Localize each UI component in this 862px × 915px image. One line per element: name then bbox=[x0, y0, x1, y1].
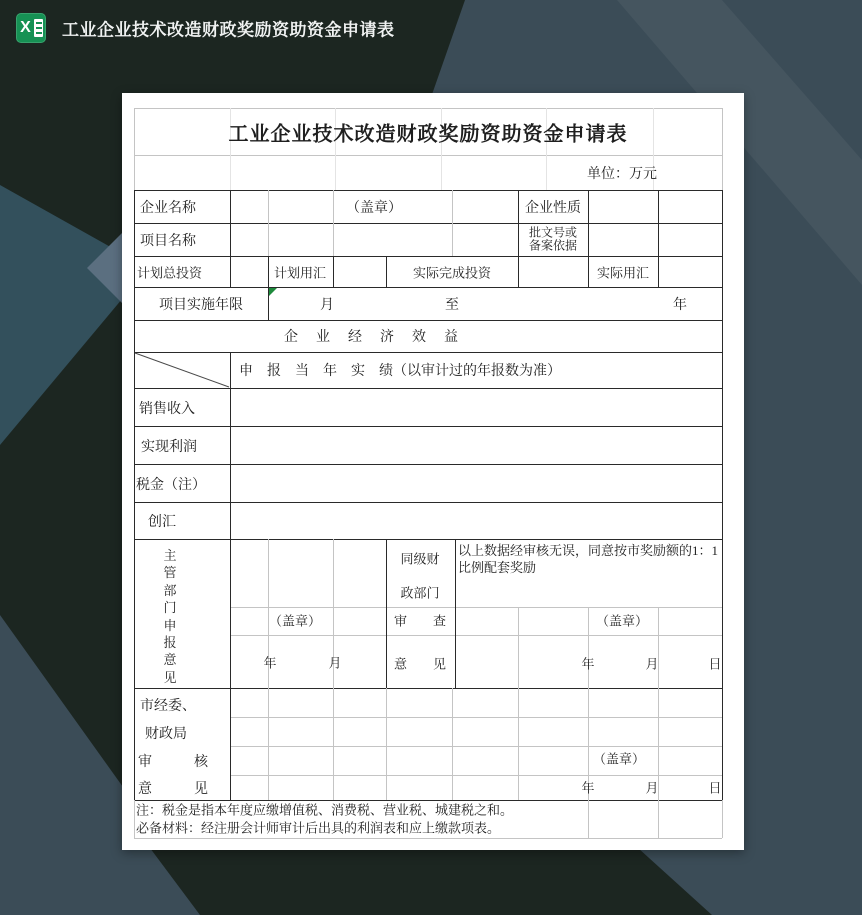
grid-line bbox=[518, 607, 519, 688]
note-line2: 必备材料：经注册会计师审计后出具的利润表和应上缴款项表。 bbox=[136, 820, 501, 836]
grid-line bbox=[658, 607, 659, 688]
grid-line bbox=[230, 352, 231, 800]
form-title: 工业企业技术改造财政奖励资助资金申请表 bbox=[228, 123, 628, 146]
grid-line bbox=[455, 539, 456, 688]
actual-total-label: 实际完成投资 bbox=[412, 265, 492, 281]
row-label-sales: 销售收入 bbox=[139, 402, 195, 417]
grid-line bbox=[230, 717, 722, 718]
grid-line bbox=[452, 688, 453, 800]
finance-month: 月 bbox=[645, 656, 659, 672]
grid-line bbox=[134, 190, 722, 191]
finance-col-line4: 意 见 bbox=[393, 656, 447, 672]
finance-approval-text: 以上数据经审核无误，同意按市奖励额的1：1比例配套奖励 bbox=[458, 543, 719, 575]
note-line1: 注：税金是指本年度应缴增值税、消费税、营业税、城建税之和。 bbox=[136, 802, 514, 818]
grid-line bbox=[722, 190, 723, 800]
grid-line bbox=[134, 539, 722, 540]
grid-line bbox=[386, 256, 387, 287]
duration-label: 项目实施年限 bbox=[159, 298, 243, 313]
actual-forex-label: 实际用汇 bbox=[596, 265, 650, 281]
grid-line bbox=[230, 635, 722, 636]
city-label-line4: 意 见 bbox=[138, 782, 208, 797]
dept-seal: （盖章） bbox=[268, 613, 322, 629]
grid-line bbox=[588, 800, 589, 838]
planned-forex-label: 计划用汇 bbox=[273, 265, 327, 281]
grid-line bbox=[134, 688, 722, 689]
company-name-label: 企业名称 bbox=[140, 201, 196, 216]
benefit-subheader: 申 报 当 年 实 绩（以审计过的年报数为准） bbox=[239, 364, 561, 379]
city-label-line2: 财政局 bbox=[145, 727, 187, 742]
grid-line bbox=[268, 688, 269, 800]
duration-month: 月 bbox=[320, 298, 334, 313]
approval-ref-line2: 备案依据 bbox=[528, 238, 578, 253]
duration-to: 至 bbox=[445, 298, 459, 313]
dept-month: 月 bbox=[328, 655, 342, 671]
grid-line bbox=[134, 155, 722, 156]
row-label-forex: 创汇 bbox=[148, 515, 176, 530]
grid-line bbox=[386, 539, 387, 688]
grid-line bbox=[230, 607, 722, 608]
grid-line bbox=[722, 108, 723, 190]
planned-total-label: 计划总投资 bbox=[137, 265, 203, 281]
grid-line bbox=[386, 688, 387, 800]
project-name-label: 项目名称 bbox=[140, 234, 196, 249]
comment-marker-icon bbox=[269, 288, 277, 296]
grid-line bbox=[333, 688, 334, 800]
row-label-profit: 实现利润 bbox=[141, 440, 197, 455]
grid-line bbox=[588, 607, 589, 688]
finance-year: 年 bbox=[581, 656, 595, 672]
grid-line bbox=[134, 464, 722, 465]
grid-line bbox=[588, 190, 589, 287]
city-year: 年 bbox=[581, 780, 595, 796]
city-day: 日 bbox=[708, 780, 722, 796]
grid-line bbox=[230, 190, 231, 287]
finance-col-line3: 审 查 bbox=[393, 613, 447, 629]
window-title: 工业企业技术改造财政奖励资助资金申请表 bbox=[62, 20, 395, 40]
grid-line bbox=[134, 256, 722, 257]
grid-line bbox=[134, 287, 722, 288]
dept-year: 年 bbox=[263, 655, 277, 671]
grid-line bbox=[134, 838, 722, 839]
unit-label: 单位：万元 bbox=[587, 167, 657, 182]
grid-line bbox=[134, 108, 135, 190]
finance-seal: （盖章） bbox=[595, 613, 649, 629]
grid-line bbox=[230, 746, 722, 747]
city-seal: （盖章） bbox=[592, 751, 646, 767]
excel-icon-doc bbox=[34, 19, 43, 37]
company-type-label: 企业性质 bbox=[525, 201, 581, 216]
grid-line bbox=[134, 223, 722, 224]
grid-line bbox=[134, 388, 722, 389]
city-month: 月 bbox=[645, 780, 659, 796]
spreadsheet-form[interactable] bbox=[122, 93, 744, 850]
grid-line bbox=[268, 190, 269, 256]
grid-line bbox=[134, 108, 722, 109]
excel-icon bbox=[16, 13, 46, 43]
city-label-line1: 市经委、 bbox=[140, 699, 196, 714]
grid-line bbox=[518, 688, 519, 800]
duration-year: 年 bbox=[673, 298, 687, 313]
seal-hint: （盖章） bbox=[346, 201, 402, 216]
approval-ref-line1: 批文号或 bbox=[528, 225, 578, 240]
window-header bbox=[0, 0, 862, 56]
excel-icon-x: X bbox=[20, 19, 31, 36]
grid-line bbox=[134, 800, 135, 838]
grid-line bbox=[230, 775, 722, 776]
grid-line bbox=[658, 190, 659, 287]
benefit-header: 企 业 经 济 效 益 bbox=[284, 330, 460, 345]
dept-section-label: 主管部门申报意见 bbox=[163, 548, 177, 685]
grid-line bbox=[134, 502, 722, 503]
grid-line bbox=[333, 256, 334, 287]
diagonal-split-cell bbox=[134, 352, 230, 388]
grid-line bbox=[722, 800, 723, 838]
city-label-line3: 审 核 bbox=[138, 755, 208, 770]
finance-day: 日 bbox=[708, 656, 722, 672]
grid-line bbox=[333, 190, 334, 256]
finance-col-line1: 同级财 bbox=[400, 551, 440, 567]
grid-line bbox=[452, 190, 453, 256]
grid-line bbox=[134, 190, 135, 800]
row-label-tax: 税金（注） bbox=[136, 478, 206, 493]
grid-line bbox=[518, 190, 519, 287]
finance-col-line2: 政部门 bbox=[400, 585, 440, 601]
grid-line bbox=[658, 800, 659, 838]
grid-line bbox=[134, 426, 722, 427]
grid-line bbox=[134, 320, 722, 321]
